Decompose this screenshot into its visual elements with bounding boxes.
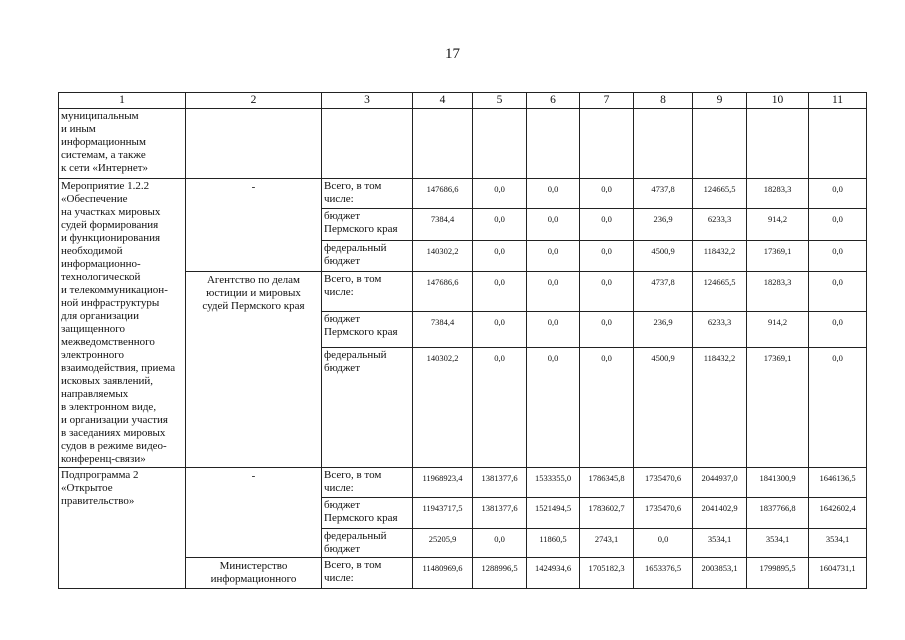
header-cell: 5 xyxy=(473,93,527,109)
value-cell: 140302,2 xyxy=(413,241,473,272)
value-cell: 0,0 xyxy=(809,179,867,209)
value-cell: 147686,6 xyxy=(413,179,473,209)
value-cell: 1837766,8 xyxy=(747,498,809,529)
header-cell: 11 xyxy=(809,93,867,109)
value-cell: 1533355,0 xyxy=(527,468,580,498)
empty-cell xyxy=(322,109,413,179)
value-cell: 2743,1 xyxy=(580,529,634,558)
header-cell: 6 xyxy=(527,93,580,109)
value-cell: 3534,1 xyxy=(809,529,867,558)
table-row xyxy=(59,468,867,498)
value-cell: 17369,1 xyxy=(747,241,809,272)
value-cell: 0,0 xyxy=(473,179,527,209)
table-row xyxy=(59,109,867,179)
value-cell: 11860,5 xyxy=(527,529,580,558)
value-cell: 0,0 xyxy=(473,209,527,241)
value-cell: 1735470,6 xyxy=(634,468,693,498)
value-cell: 2044937,0 xyxy=(693,468,747,498)
value-cell: 2003853,1 xyxy=(693,558,747,589)
header-cell: 1 xyxy=(59,93,186,109)
value-cell: 4737,8 xyxy=(634,179,693,209)
value-cell: 1783602,7 xyxy=(580,498,634,529)
value-cell: 0,0 xyxy=(527,179,580,209)
value-cell: 118432,2 xyxy=(693,348,747,468)
header-row xyxy=(59,93,867,109)
empty-cell xyxy=(186,109,322,179)
empty-cell xyxy=(473,109,527,179)
executor-cell: Агентство по делам юстиции и мировых судей Пермского края xyxy=(186,272,322,468)
value-cell: 0,0 xyxy=(809,348,867,468)
value-cell: 1521494,5 xyxy=(527,498,580,529)
value-cell: 0,0 xyxy=(809,312,867,348)
value-cell: 0,0 xyxy=(527,209,580,241)
empty-cell xyxy=(527,109,580,179)
value-cell: 1642602,4 xyxy=(809,498,867,529)
funding-source: бюджет Пермского края xyxy=(322,498,413,529)
value-cell: 6233,3 xyxy=(693,312,747,348)
executor-cell: - xyxy=(186,179,322,272)
executor-cell: - xyxy=(186,468,322,558)
value-cell: 0,0 xyxy=(473,312,527,348)
funding-source: федеральный бюджет xyxy=(322,241,413,272)
funding-source: федеральный бюджет xyxy=(322,348,413,468)
value-cell: 3534,1 xyxy=(693,529,747,558)
funding-source: Всего, в том числе: xyxy=(322,179,413,209)
empty-cell xyxy=(634,109,693,179)
table-row xyxy=(59,179,867,209)
empty-cell xyxy=(809,109,867,179)
value-cell: 1653376,5 xyxy=(634,558,693,589)
funding-source: Всего, в том числе: xyxy=(322,272,413,312)
value-cell: 1381377,6 xyxy=(473,498,527,529)
value-cell: 11943717,5 xyxy=(413,498,473,529)
value-cell: 0,0 xyxy=(473,272,527,312)
value-cell: 18283,3 xyxy=(747,179,809,209)
funding-source: бюджет Пермского края xyxy=(322,312,413,348)
value-cell: 236,9 xyxy=(634,312,693,348)
value-cell: 0,0 xyxy=(527,312,580,348)
value-cell: 914,2 xyxy=(747,312,809,348)
value-cell: 4500,9 xyxy=(634,348,693,468)
value-cell: 3534,1 xyxy=(747,529,809,558)
header-cell: 3 xyxy=(322,93,413,109)
value-cell: 236,9 xyxy=(634,209,693,241)
funding-source: федеральный бюджет xyxy=(322,529,413,558)
value-cell: 1735470,6 xyxy=(634,498,693,529)
value-cell: 0,0 xyxy=(580,209,634,241)
value-cell: 147686,6 xyxy=(413,272,473,312)
value-cell: 1604731,1 xyxy=(809,558,867,589)
header-cell: 8 xyxy=(634,93,693,109)
empty-cell xyxy=(580,109,634,179)
value-cell: 17369,1 xyxy=(747,348,809,468)
value-cell: 1381377,6 xyxy=(473,468,527,498)
value-cell: 6233,3 xyxy=(693,209,747,241)
value-cell: 0,0 xyxy=(473,348,527,468)
value-cell: 1646136,5 xyxy=(809,468,867,498)
header-cell: 9 xyxy=(693,93,747,109)
value-cell: 25205,9 xyxy=(413,529,473,558)
value-cell: 0,0 xyxy=(473,241,527,272)
value-cell: 1786345,8 xyxy=(580,468,634,498)
value-cell: 124665,5 xyxy=(693,272,747,312)
value-cell: 0,0 xyxy=(634,529,693,558)
value-cell: 7384,4 xyxy=(413,209,473,241)
value-cell: 11968923,4 xyxy=(413,468,473,498)
value-cell: 0,0 xyxy=(809,209,867,241)
subprogram-name: Подпрограмма 2 «Открытое правительство» xyxy=(59,468,186,589)
value-cell: 914,2 xyxy=(747,209,809,241)
value-cell: 1424934,6 xyxy=(527,558,580,589)
value-cell: 18283,3 xyxy=(747,272,809,312)
value-cell: 7384,4 xyxy=(413,312,473,348)
funding-source: бюджет Пермского края xyxy=(322,209,413,241)
empty-cell xyxy=(693,109,747,179)
value-cell: 0,0 xyxy=(580,241,634,272)
value-cell: 118432,2 xyxy=(693,241,747,272)
header-cell: 2 xyxy=(186,93,322,109)
header-cell: 10 xyxy=(747,93,809,109)
page-number: 17 xyxy=(445,46,460,62)
value-cell: 0,0 xyxy=(527,241,580,272)
funding-source: Всего, в том числе: xyxy=(322,468,413,498)
value-cell: 0,0 xyxy=(527,348,580,468)
value-cell: 1799895,5 xyxy=(747,558,809,589)
measure-name: Мероприятие 1.2.2 «Обеспечение на участках мировых судей формирования и функционирования необходимой информационно- технологической и телекоммуникацион- ной инфраструктуры для организации защищенного межведомственного электронного взаимодействия, приема исковых заявлений, направляемых в электронном виде, и организации участия в заседаниях мировых судов в режиме видео- конференц-связи» xyxy=(59,179,186,468)
value-cell: 4737,8 xyxy=(634,272,693,312)
value-cell: 124665,5 xyxy=(693,179,747,209)
value-cell: 0,0 xyxy=(580,272,634,312)
value-cell: 140302,2 xyxy=(413,348,473,468)
header-cell: 7 xyxy=(580,93,634,109)
executor-cell: Министерство информационного xyxy=(186,558,322,589)
empty-cell xyxy=(747,109,809,179)
value-cell: 0,0 xyxy=(580,348,634,468)
value-cell: 0,0 xyxy=(580,179,634,209)
value-cell: 1705182,3 xyxy=(580,558,634,589)
value-cell: 11480969,6 xyxy=(413,558,473,589)
value-cell: 1841300,9 xyxy=(747,468,809,498)
budget-table xyxy=(58,92,867,589)
value-cell: 0,0 xyxy=(473,529,527,558)
header-cell: 4 xyxy=(413,93,473,109)
value-cell: 0,0 xyxy=(809,241,867,272)
value-cell: 0,0 xyxy=(527,272,580,312)
item-name: муниципальным и иным информационным системам, а также к сети «Интернет» xyxy=(59,109,186,179)
value-cell: 1288996,5 xyxy=(473,558,527,589)
value-cell: 0,0 xyxy=(580,312,634,348)
funding-source: Всего, в том числе: xyxy=(322,558,413,589)
value-cell: 0,0 xyxy=(809,272,867,312)
empty-cell xyxy=(413,109,473,179)
value-cell: 4500,9 xyxy=(634,241,693,272)
value-cell: 2041402,9 xyxy=(693,498,747,529)
